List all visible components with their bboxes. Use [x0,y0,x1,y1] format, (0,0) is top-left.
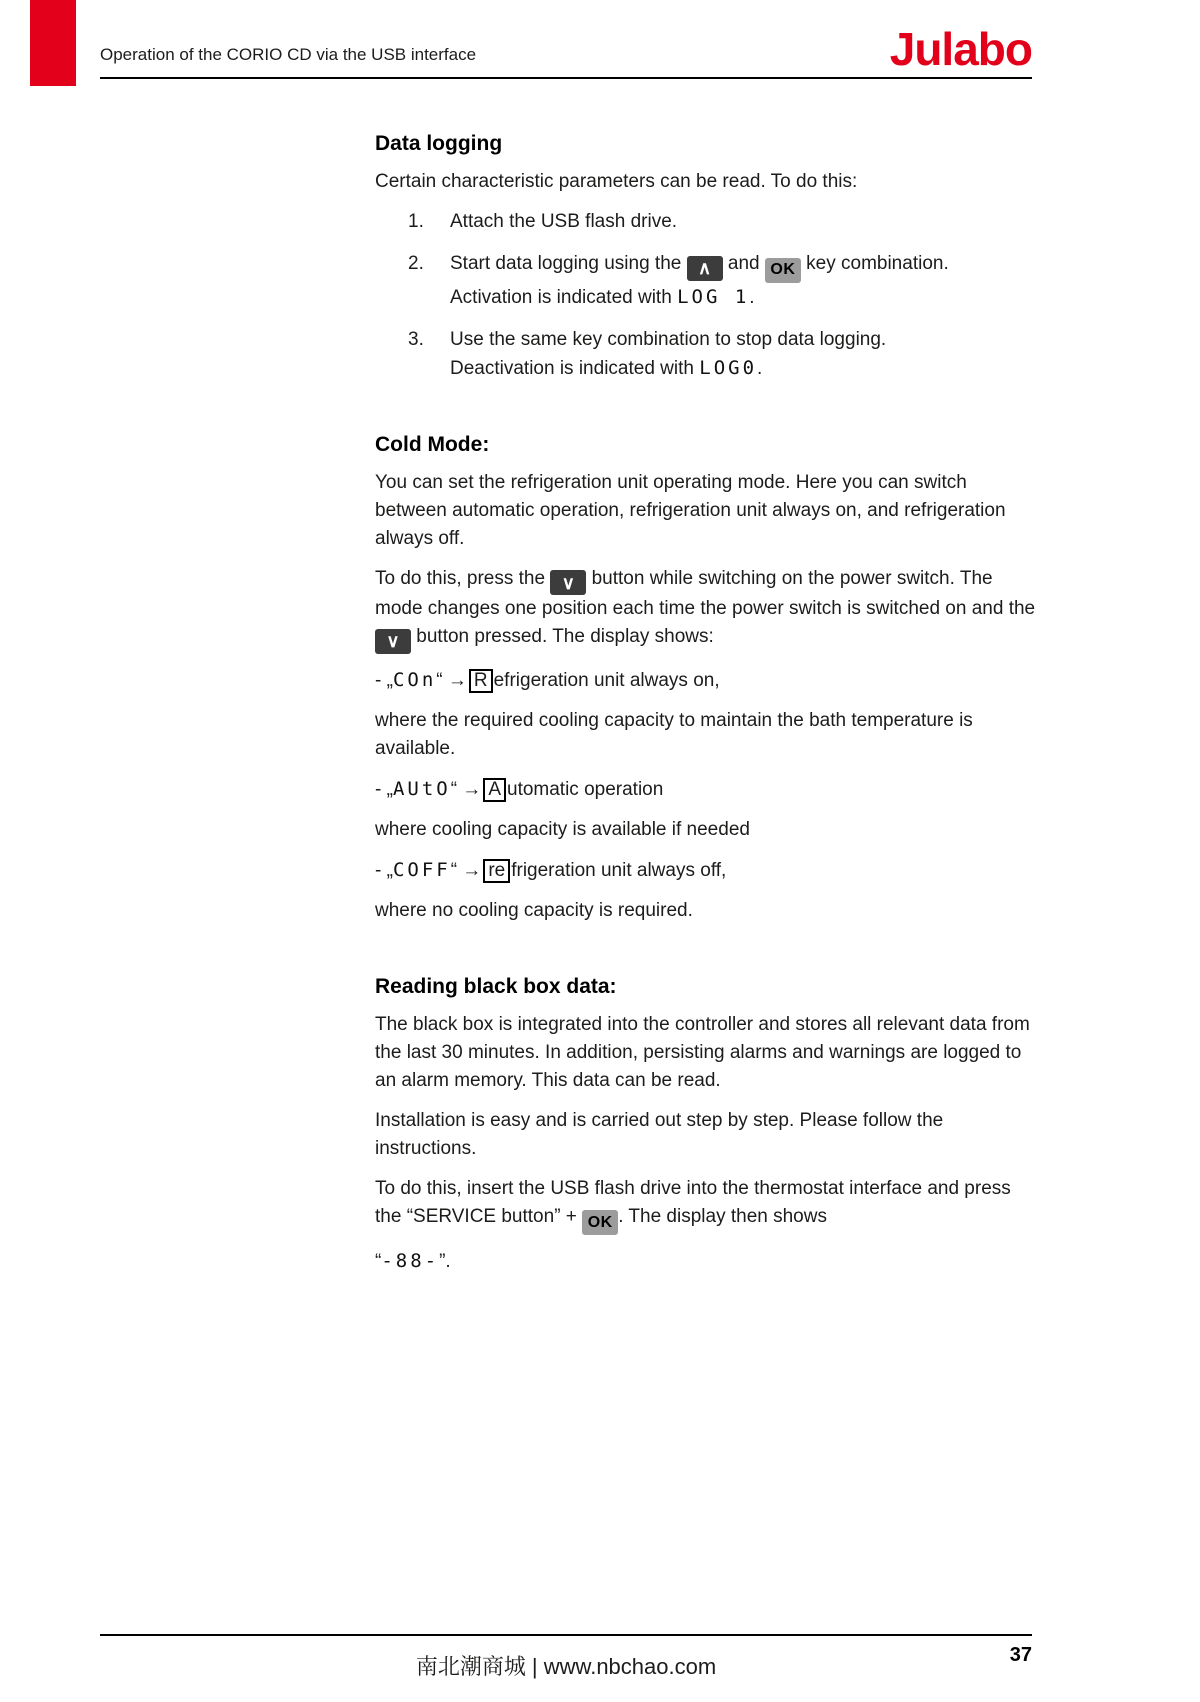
list-item [375,326,1037,383]
page-header [100,23,1032,79]
section [375,975,1037,1277]
up-key-icon: ∧ [687,256,723,281]
list-item-text: Attach the USB flash drive. [450,211,678,232]
boxed-letter: A [483,778,506,802]
julabo-logo: Julabo [889,23,1032,75]
down-key-icon: ∨ [375,629,411,654]
red-corner-mark [30,0,76,86]
ok-key-icon: OK [765,258,801,283]
seven-segment-display-text: LOG 1 [677,285,750,308]
header-title: Operation of the CORIO CD via the USB interface [100,45,477,65]
list-item-text: Use the same key combination to stop data logging. Deactivation is indicated with LOG0. [450,328,887,379]
section [375,433,1037,925]
list-number: 3. [408,328,424,350]
paragraph: The black box is integrated into the controller and stores all relevant data from the last 30 minutes. In addition, persisting alarms and warnings are logged to an alarm memory. This data can be read. [375,1013,1030,1091]
paragraph: - „COn“ → R efrigeration unit always on, [375,668,720,691]
list-number: 2. [408,253,424,274]
numbered-list [375,208,1037,383]
boxed-letter: R [469,669,493,693]
paragraph: To do this, press the ∨ button while switching on the power switch. The mode changes one position each time the power switch is switched on and the ∨ button pressed. The display shows: [375,565,1037,654]
boxed-letter: re [483,859,510,883]
list-item [375,250,1037,312]
section-heading: Data logging [375,132,503,155]
paragraph: To do this, insert the USB flash drive into the thermostat interface and press the “SERVICE button” + OK . The display then shows [375,1175,1037,1236]
page-number: 37 [1009,1644,1032,1666]
list-number: 1. [408,211,424,232]
list-item-text: Start data logging using the ∧ and OK key combination. Activation is indicated with LOG 1. [450,253,949,308]
footer-watermark-text: 南北潮商城 | www.nbchao.com [415,1654,717,1679]
paragraph: where the required cooling capacity to maintain the bath temperature is available. [375,709,973,759]
paragraph: - „COFF“ → re frigeration unit always off, [375,858,727,881]
paragraph: Installation is easy and is carried out step by step. Please follow the instructions. [375,1109,944,1159]
paragraph: “-88-”. [375,1250,451,1272]
section-heading: Reading black box data: [375,974,617,998]
seven-segment-display-text: COFF [392,858,451,881]
seven-segment-display-text: LOG0 [699,356,758,379]
down-key-icon: ∨ [550,570,586,595]
paragraph: where cooling capacity is available if needed [375,818,750,840]
paragraph: Certain characteristic parameters can be read. To do this: [375,171,858,192]
section [375,132,1037,383]
paragraph: - „AUtO“ → A utomatic operation [375,777,664,800]
seven-segment-display-text: COn [392,668,437,691]
list-item [375,208,1037,236]
page-footer [100,1634,1032,1681]
seven-segment-display-text: AUtO [392,777,451,800]
content-sections [375,132,1037,1326]
section-heading: Cold Mode: [375,432,490,456]
seven-segment-display-text: -88- [381,1250,440,1272]
paragraph: where no cooling capacity is required. [375,899,693,921]
paragraph: You can set the refrigeration unit operating mode. Here you can switch between automatic operation, refrigeration unit always on, and refrigeration always off. [375,471,1006,549]
ok-key-icon: OK [582,1210,618,1235]
